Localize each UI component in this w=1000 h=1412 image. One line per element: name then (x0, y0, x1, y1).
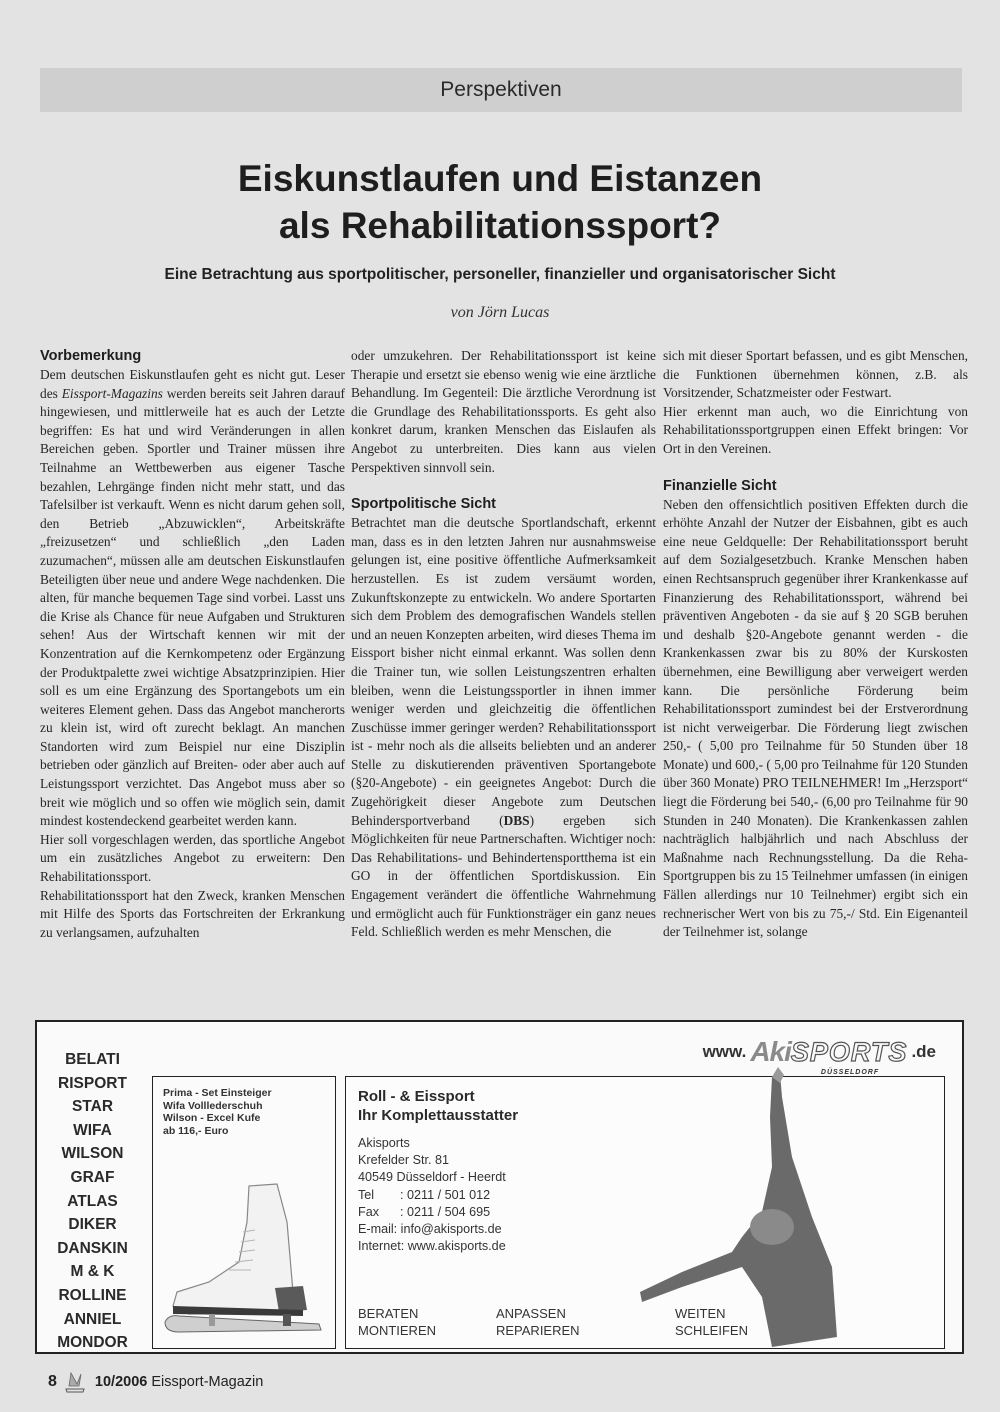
paragraph: Dem deutschen Eiskunstlaufen geht es nicht gut. Leser des Eissport-Magazins werden bereits seit Jahren darauf hingewiesen, und mittlerweile hat es auch der Letzte begriffen: Es hat und wird Veränderungen in allen Bereichen geben. Sportler und Trainer müssen ihre Teilnahme an Wettbewerben aus eigener Tasche bezahlen, Lehrgänge finden nicht mehr statt, und das Tafelsilber ist verkauft. Wenn es nicht darum gehen soll, den Betrieb „Abzuwicklen“, Arbeitskräfte „freizusetzen“ und schließlich „den Laden zuzumachen“, müssen alle am deutschen Eiskunstlaufen Beteiligten über neue und andere Wege nachdenken. Die alten, für manche bequemen Tage sind vorbei. Lasst uns die Krise als Chance für neue Aufgaben und Strukturen sehen! Aus der Wirtschaft kennen wir mit der Konzentration auf die Kernkompetenz oder Ergänzung der Produktpalette zwei wichtige Absatzprinzipien. Hier soll es um eine Ergänzung des Sportangebots um ein weiteres Element gehen. Dass das Angebot mancherorts zu klein ist, wird oft zurecht beklagt. An manchen Standorten wird zum Beispiel nur eine Disziplin betrieben oder gänzlich auf Breiten- oder aber auch auf Leistungssport verzichtet. Das Angebot muss aber so breit wie möglich und so offen wie möglich sein, damit mindest kostendeckend gearbeitet werden kann. (40, 367, 345, 829)
dbs-abbrev: DBS (503, 812, 530, 828)
ice-skate-image (159, 1182, 331, 1342)
heading-vorbemerkung: Vorbemerkung (40, 348, 142, 364)
brand: DANSKIN (57, 1239, 128, 1257)
brand-list (45, 1048, 140, 1355)
paragraph: oder umzukehren. Der Rehabilitationssport ist keine Therapie und ersetzt sie ebenso wenig wie eine ärztliche Behandlung. Im Gegenteil: Die ärztliche Verordnung ist die Grundlage des Rehabilitationssports. Es geht also konkret darum, kranken Menschen das Eislaufen als Angebot zu unterbreiten. Dies kann aus vielen Perspektiven sinnvoll sein. (351, 348, 656, 475)
akisports-advertisement (35, 1020, 964, 1354)
price: ab 116,- Euro (163, 1124, 229, 1137)
street: Krefelder Str. 81 (358, 1153, 450, 1168)
shop-info-box (345, 1076, 659, 1349)
shop-heading: Roll - & Eissport Ihr Komplettausstatter (358, 1088, 519, 1124)
skate-offer-text: Prima - Set Einsteiger Wifa Volllederschuh Wilson - Excel Kufe ab 116,- Euro (163, 1087, 272, 1137)
section-title: Perspektiven (440, 78, 562, 101)
dancer-image-box (657, 1076, 945, 1349)
magazine-title: Eissport-Magazin (151, 1374, 264, 1390)
brand: ROLLINE (58, 1286, 127, 1304)
brand: WILSON (61, 1145, 124, 1163)
brand: RISPORT (58, 1074, 127, 1092)
section-header (40, 68, 962, 112)
page-number: 8 (48, 1373, 57, 1390)
city: 40549 Düsseldorf - Heerdt (358, 1170, 506, 1185)
paragraph: sich mit dieser Sportart befassen, und es gibt Menschen, die Funktionen übernehmen können, z.B. als Vorsitzender, Schatzmeister oder Festwart. (663, 348, 968, 401)
article-subtitle: Eine Betrachtung aus sportpolitischer, personeller, finanzieller und organisatorischer Sicht (164, 266, 836, 283)
brand: GRAF (70, 1168, 115, 1186)
fax: Fax : 0211 / 504 695 (358, 1204, 491, 1219)
brand: ANNIEL (63, 1310, 122, 1328)
skate-logo-icon (63, 1370, 87, 1394)
issue-number: 10/2006 (94, 1374, 148, 1390)
paragraph: Rehabilitationssport hat den Zweck, kranken Menschen mit Hilfe des Sports das Fortschreiten der Erkrankung zu verlangsamen, aufzuhalten (40, 887, 345, 940)
column-2 (351, 347, 656, 942)
paragraph: Hier erkennt man auch, wo die Einrichtung von Rehabilitationssportgruppen einen Effekt bringen: Vor Ort in den Vereinen. (663, 403, 968, 456)
article-title (0, 155, 1000, 249)
title-line-2: als Rehabilitationssport? (278, 205, 721, 246)
page-footer (48, 1370, 263, 1394)
byline: von Jörn Lucas (450, 304, 550, 321)
email: E-mail: info@akisports.de (358, 1222, 502, 1237)
magazine-name: Eissport-Magazins (61, 385, 163, 401)
brand: MONDOR (57, 1334, 128, 1352)
skate-offer-box (152, 1076, 336, 1349)
heading-finanzielle-sicht: Finanzielle Sicht (663, 477, 777, 494)
paragraph: Neben den offensichtlich positiven Effekten durch die erhöhte Anzahl der Nutzer der Eisbahnen, gibt es auch eine neue Geldquelle: Der Rehabilitationssport beruht auf dem Sozialgesetzbuch. Kranke Menschen haben einen Rechtsanspruch gegenüber ihrer Krankenkasse auf Finanzierung des Rehabilitationssport, während bei präventiven Angeboten - da sie auf § 20 SGB beruhen und deshalb §20-Angebote genannt werden - die Krankenkassen zwar bis zu 80% der Kurskosten übernehmen, eine Bewilligung aber verweigert werden kann. Die persönliche Förderung beim Rehabilitationssport zumindest bei der Erstverordnung ist nicht verweigerbar. Die Förderung liegt zwischen 250,- ( 5,00 pro Teilnahme für 50 Stunden über 18 Monate) und 600,- ( 5,00 pro Teilnahme für 120 Stunden über 360 Monate) PRO TEILNEHMER! Im „Herzsport“ liegt die Förderung bei 540,- (6,00 pro Teilnahme für 90 Stunden in 240 Monaten). Die Krankenkassen zahlen nachträglich halbjährlich und nach Abschluss der Maßnahme nach Rechnungsstellung. Da die Reha-Sportgruppen bis zu 15 Teilnehmer umfassen (in einigen Fällen allerdings nur 10 Teilnehmer) ergibt sich ein rechnerischer Wert von bis zu 75,-/ Std. Ein Eigenanteil der Teilnehmer ist, solange (663, 496, 968, 940)
column-3 (663, 347, 968, 942)
title-line-1: Eiskunstlaufen und Eistanzen (237, 158, 763, 199)
brand: DIKER (68, 1216, 117, 1234)
shop-address (358, 1135, 506, 1255)
phone: Tel : 0211 / 501 012 (358, 1187, 491, 1202)
akisports-logo: www. Aki SPORTS DÜSSELDORF .de (702, 1036, 936, 1076)
shop-name: Akisports (358, 1136, 410, 1150)
website: Internet: www.akisports.de (358, 1239, 506, 1254)
brand: ATLAS (67, 1192, 118, 1210)
heading-sportpolitische-sicht: Sportpolitische Sicht (351, 496, 497, 513)
paragraph: Betrachtet man die deutsche Sportlandschaft, erkennt man, dass es in den letzten Jahren nur ausnahmsweise gelungen ist, eine positive öffentliche Aufmerksamkeit herzustellen. Es ist zudem versäumt worden, Zukunftskonzepte zu entwickeln. Wo andere Sportarten sich dem Problem des demografischen Wandels stellen und an neuen Konzepten arbeiten, wird dieses Thema im Eissport bisher nicht einmal erkannt. Was sollen denn die Trainer tun, wie sollen Leistungszentren erhalten bleiben, wenn die Leistungssportler in ihnen immer weniger werden und gleichzeitig die öffentlichen Zuschüsse immer geringer werden? Rehabilitationssport ist - mehr noch als die allseits beliebten und an anderer Stelle zu diskutierenden präventiven Sportangebote (§20-Angebote) - ein geeignetes Angebot: Durch die Zugehörigkeit dieser Angebote zum Deutschen Behindersportverband (DBS) ergeben sich Möglichkeiten für neue Partnerschaften. Wichtiger noch: Das Rehabilitations- und Behindertensportthema ist ein GO in der öffentlichen Sportdiskussion. Ein Engagement verändert die öffentliche Wahrnehmung und ermöglicht auch für Funktionsträger ein ganz neues Feld. Schließlich werden es mehr Menschen, die (351, 515, 656, 940)
services-2: ANPASSEN REPARIEREN (496, 1306, 580, 1338)
column-1 (40, 347, 345, 942)
brand: WIFA (73, 1121, 112, 1139)
brand: M & K (70, 1263, 115, 1281)
brand: STAR (71, 1098, 114, 1116)
services-1: BERATEN MONTIEREN (358, 1306, 436, 1338)
figure-skater-image (622, 1037, 922, 1357)
brand: BELATI (65, 1051, 120, 1068)
services-3: WEITEN SCHLEIFEN (675, 1306, 748, 1338)
paragraph: Hier soll vorgeschlagen werden, das sportliche Angebot um ein zusätzliches Angebot zu erweitern: Den Rehabilitationssport. (40, 831, 345, 885)
